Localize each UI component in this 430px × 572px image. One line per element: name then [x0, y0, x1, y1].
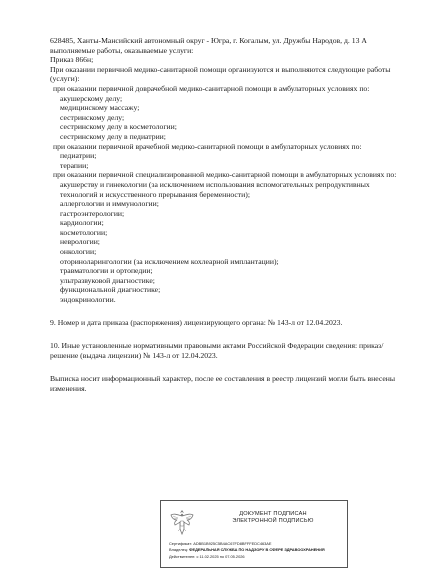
stamp-title-line-1: ДОКУМЕНТ ПОДПИСАН [239, 511, 307, 517]
document-paragraph: оториноларингологии (за исключением кохлеарной имплантации); [60, 256, 279, 266]
document-paragraph: онкологии; [60, 247, 97, 257]
document-paragraph: косметологии; [60, 227, 108, 237]
document-paragraph: сестринскому делу в косметологии; [60, 122, 177, 132]
document-paragraph: При оказании первичной медико-санитарной помощи организуются и выполняются следующие работы (услуги): [50, 64, 391, 84]
stamp-owner: Владелец: ФЕДЕРАЛЬНАЯ СЛУЖБА ПО НАДЗОРУ В СФЕРЕ ЗДРАВООХРАНЕНИЯ [169, 547, 325, 553]
document-paragraph: неврологии; [60, 237, 100, 247]
document-paragraph: травматологии и ортопедии; [60, 266, 153, 276]
document-paragraph: Приказ 866н; [50, 55, 94, 65]
stamp-certificate: Сертификат: ADBB1B925C5B4AC67FD8BFFFEDC463AE [169, 541, 272, 546]
document-paragraph: при оказании первичной врачебной медико-санитарной помощи в амбулаторных условиях по: [53, 141, 362, 151]
document-paragraph: гастроэнтерологии; [60, 208, 125, 218]
document-paragraph: терапии; [60, 160, 89, 170]
document-paragraph: сестринскому делу в педиатрии; [60, 131, 166, 141]
document-body [50, 36, 400, 393]
stamp-title [199, 511, 347, 525]
electronic-signature-stamp [160, 500, 348, 568]
document-paragraph: акушерству и гинекологии (за исключением использования вспомогательных репродуктивных технологий и искусственного прерывания беременности); [60, 179, 370, 199]
document-paragraph: выполняемые работы, оказываемые услуги: [50, 45, 194, 55]
document-paragraph: эндокринологии. [60, 295, 116, 305]
document-paragraph: аллергологии и иммунологии; [60, 199, 159, 209]
stamp-validity: Действителен: с 11.02.2025 по 07.05.2026 [169, 553, 245, 559]
stamp-title-line-2: ЭЛЕКТРОННОЙ ПОДПИСЬЮ [232, 518, 314, 524]
document-paragraph: Выписка носит информационный характер, после ее составления в реестр лицензий могли быть внесены изменения. [50, 373, 396, 393]
document-paragraph: 628485, Ханты-Мансийский автономный округ - Югра, г. Когалым, ул. Дружбы Народов, д. 13 А [50, 36, 367, 45]
document-paragraph: медицинскому массажу; [60, 103, 140, 113]
document-paragraph: 9. Номер и дата приказа (распоряжения) лицензирующего органа: № 143-л от 12.04.2023. [50, 318, 343, 328]
stamp-details [169, 541, 348, 560]
document-paragraph: педиатрии; [60, 151, 97, 161]
document-paragraph: сестринскому делу; [60, 112, 125, 122]
document-paragraph: акушерскому делу; [60, 93, 123, 103]
document-paragraph: кардиологии; [60, 218, 104, 228]
document-paragraph: 10. Иные установленные нормативными правовыми актами Российской Федерации сведения: приказ/решение (выдача лицензии) № 143-л от 12.04.2023. [50, 341, 384, 360]
document-paragraph: ультразвуковой диагностике; [60, 275, 155, 285]
document-paragraph: при оказании первичной доврачебной медико-санитарной помощи в амбулаторных условиях по: [53, 83, 370, 93]
russian-coat-of-arms-icon [169, 507, 195, 537]
document-paragraph: при оказании первичной специализированной медико-санитарной помощи в амбулаторных условиях по: [53, 170, 397, 180]
document-paragraph: функциональной диагностике; [60, 285, 161, 295]
